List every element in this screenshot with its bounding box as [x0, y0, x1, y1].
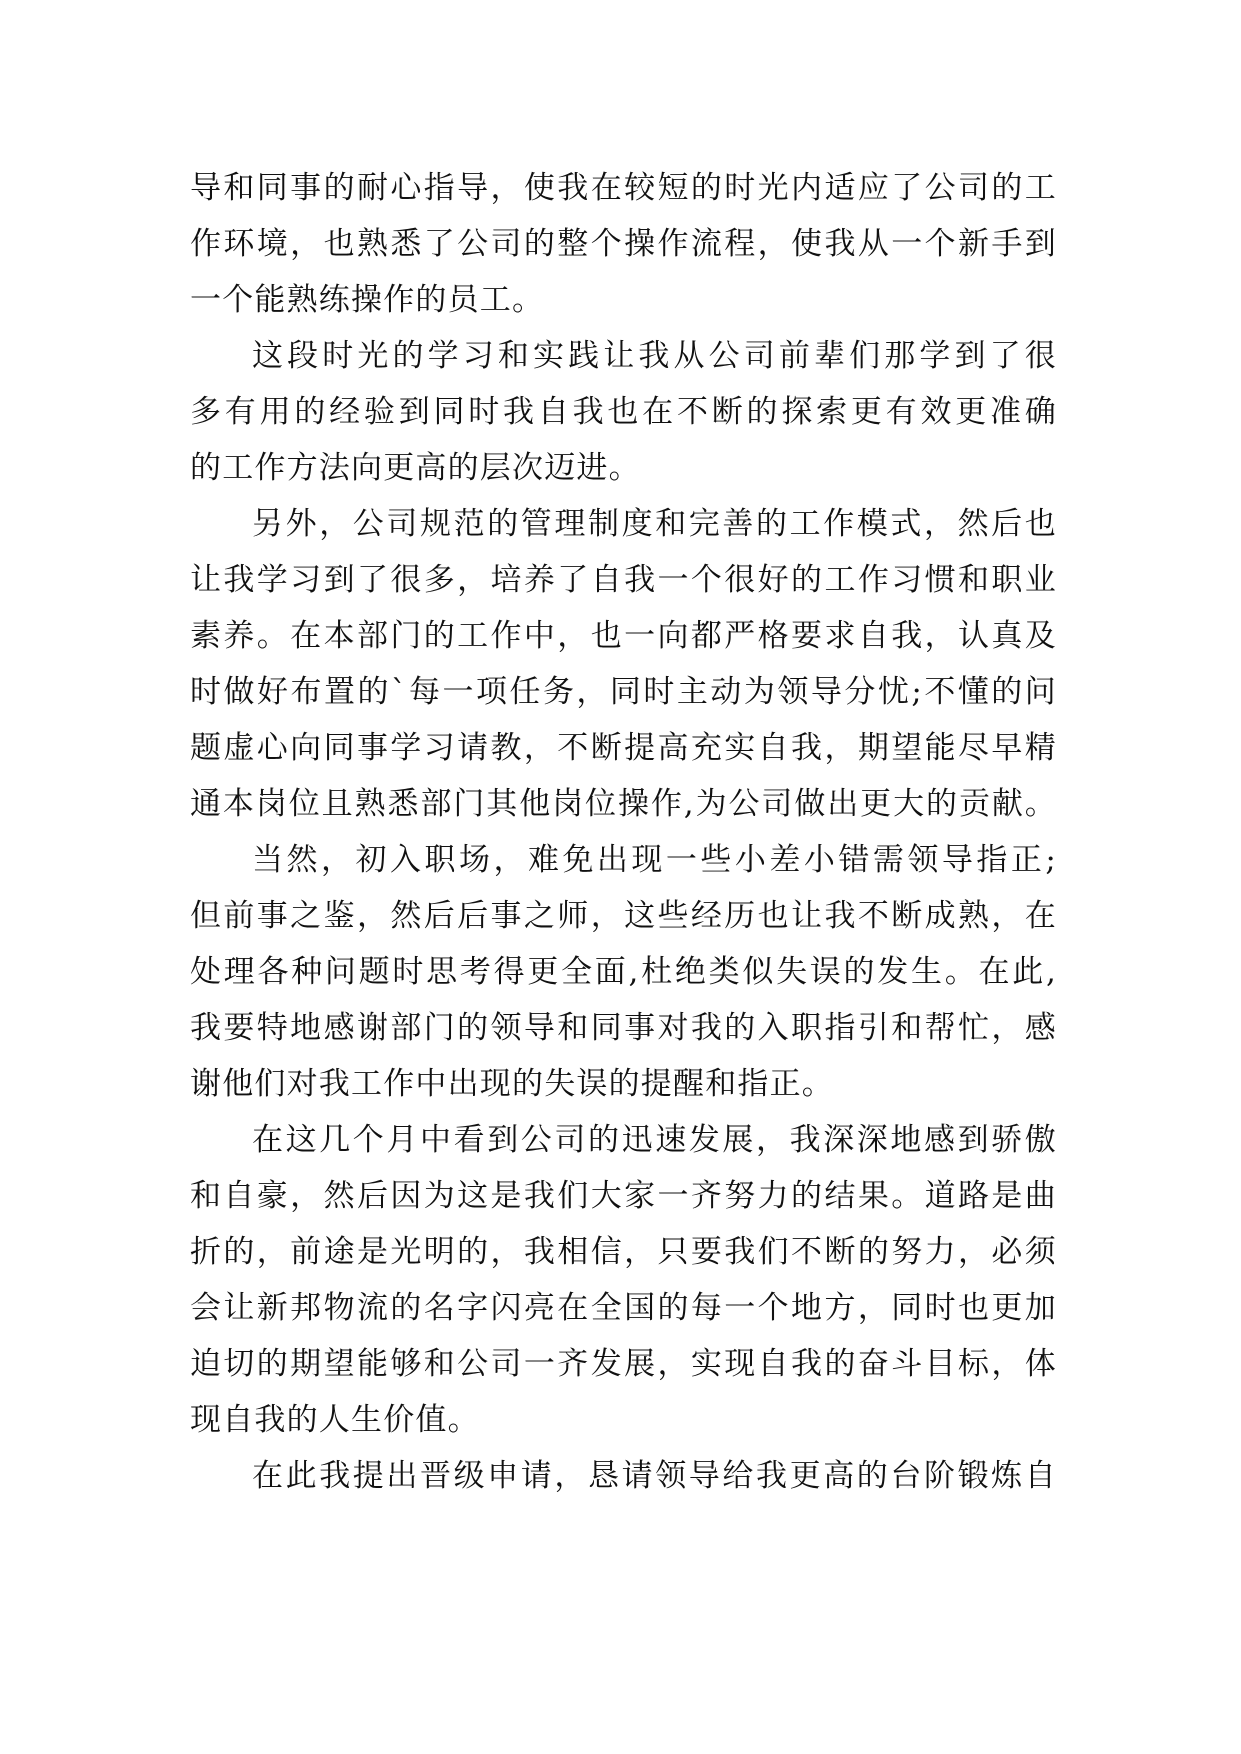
text-line: 但前事之鉴，然后后事之师，这些经历也让我不断成熟，在 — [190, 898, 1057, 934]
text-line: 一个能熟练操作的员工。 — [190, 282, 545, 318]
paragraph — [190, 496, 1057, 832]
text-line: 让我学习到了很多，培养了自我一个很好的工作习惯和职业 — [190, 562, 1057, 598]
text-line: 素养。在本部门的工作中，也一向都严格要求自我，认真及 — [190, 618, 1057, 654]
text-line: 的工作方法向更高的层次迈进。 — [190, 450, 641, 486]
text-line: 处理各种问题时思考得更全面,杜绝类似失误的发生。在此, — [190, 954, 1057, 990]
text-line: 这段时光的学习和实践让我从公司前辈们那学到了很 — [252, 338, 1057, 374]
text-line: 我要特地感谢部门的领导和同事对我的入职指引和帮忙，感 — [190, 1010, 1057, 1046]
text-line: 折的，前途是光明的，我相信，只要我们不断的努力，必须 — [190, 1234, 1057, 1270]
text-line: 在这几个月中看到公司的迅速发展，我深深地感到骄傲 — [252, 1122, 1057, 1158]
document-body — [190, 160, 1057, 1504]
paragraph — [190, 160, 1057, 328]
paragraph — [190, 832, 1057, 1112]
paragraph — [190, 1112, 1057, 1448]
text-line: 在此我提出晋级申请，恳请领导给我更高的台阶锻炼自 — [252, 1458, 1057, 1494]
text-line: 作环境，也熟悉了公司的整个操作流程，使我从一个新手到 — [190, 226, 1057, 262]
text-line: 会让新邦物流的名字闪亮在全国的每一个地方，同时也更加 — [190, 1290, 1057, 1326]
text-line: 另外，公司规范的管理制度和完善的工作模式，然后也 — [252, 506, 1057, 542]
text-line: 现自我的人生价值。 — [190, 1402, 480, 1438]
text-line: 时做好布置的`每一项任务，同时主动为领导分忧;不懂的问 — [190, 674, 1057, 710]
text-line: 谢他们对我工作中出现的失误的提醒和指正。 — [190, 1066, 834, 1102]
text-line: 题虚心向同事学习请教，不断提高充实自我，期望能尽早精 — [190, 730, 1057, 766]
text-line: 多有用的经验到同时我自我也在不断的探索更有效更准确 — [190, 394, 1057, 430]
paragraph — [190, 1448, 1057, 1504]
text-line: 当然，初入职场，难免出现一些小差小错需领导指正; — [252, 842, 1057, 878]
text-line: 和自豪，然后因为这是我们大家一齐努力的结果。道路是曲 — [190, 1178, 1057, 1214]
text-line: 通本岗位且熟悉部门其他岗位操作,为公司做出更大的贡献。 — [190, 786, 1057, 822]
text-line: 导和同事的耐心指导，使我在较短的时光内适应了公司的工 — [190, 170, 1057, 206]
text-line: 迫切的期望能够和公司一齐发展，实现自我的奋斗目标，体 — [190, 1346, 1057, 1382]
paragraph — [190, 328, 1057, 496]
